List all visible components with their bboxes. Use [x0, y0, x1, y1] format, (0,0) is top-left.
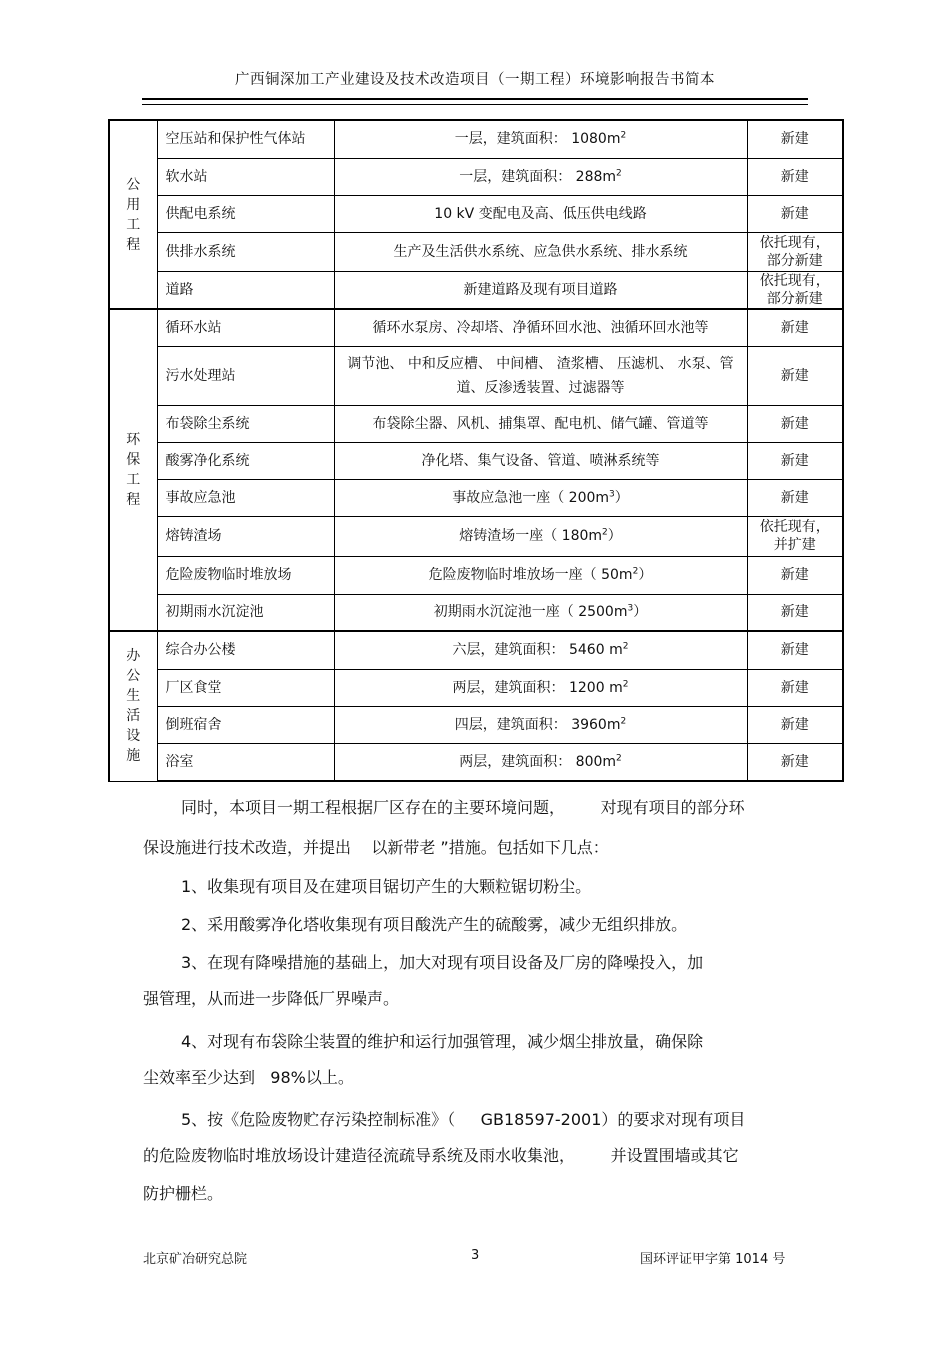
facility-spec: [334, 743, 747, 781]
facility-name: 酸雾净化系统: [157, 442, 334, 479]
table-row: [109, 516, 843, 556]
body-line: 5、按《危险废物贮存污染控制标准》（ GB18597-2001）的要求对现有项目: [181, 1110, 746, 1129]
facility-name: 倒班宿舍: [157, 706, 334, 743]
category-cell: [109, 309, 157, 631]
spec-unit-exponent: 3: [627, 603, 634, 614]
spec-text: 循环水泵房、冷却塔、净循环回水池、浊循环回水池等: [372, 319, 709, 336]
footer-certificate: 国环评证甲字第 1014 号: [640, 1252, 786, 1267]
category-cell: [109, 631, 157, 781]
spec-unit-exponent: 2: [602, 527, 608, 538]
facility-spec: [334, 232, 747, 271]
construction-status: 新建: [747, 669, 843, 706]
body-line: 尘效率至少达到 98%以上。: [143, 1068, 354, 1087]
spec-text: 初期雨水沉淀池一座（ 2500m: [433, 604, 628, 621]
facility-name: 软水站: [157, 158, 334, 195]
table-row: [109, 271, 843, 309]
category-label: 公用工程: [126, 176, 141, 253]
body-line: 2、采用酸雾净化塔收集现有项目酸洗产生的硫酸雾，减少无组织排放。: [181, 915, 688, 934]
facility-name: 道路: [157, 271, 334, 309]
spec-text: 两层，建筑面积： 1200 m: [452, 679, 623, 696]
facility-spec: [334, 442, 747, 479]
construction-status: 新建: [747, 195, 843, 232]
spec-unit-exponent: 2: [620, 130, 627, 141]
spec-text: 一层，建筑面积： 1080m: [454, 131, 621, 148]
spec-tail: ）: [614, 489, 629, 506]
construction-status: 依托现有，并扩建: [747, 516, 843, 556]
spec-unit-exponent: 2: [616, 167, 622, 178]
facility-name: 浴室: [157, 743, 334, 781]
facility-name: 事故应急池: [157, 479, 334, 516]
body-line: 的危险废物临时堆放场设计建造径流疏导系统及雨水收集池， 并设置围墙或其它: [143, 1146, 739, 1165]
facility-name: 危险废物临时堆放场: [157, 556, 334, 594]
facility-spec: [334, 594, 747, 631]
construction-status: 新建: [747, 158, 843, 195]
body-line: 同时，本项目一期工程根据厂区存在的主要环境问题， 对现有项目的部分环: [181, 798, 745, 817]
table-row: [109, 631, 843, 669]
table-row: [109, 309, 843, 346]
facility-spec: [334, 669, 747, 706]
table-row: [109, 232, 843, 271]
construction-status: 新建: [747, 442, 843, 479]
spec-tail: ）: [638, 567, 653, 583]
footer-institute: 北京矿冶研究总院: [143, 1252, 248, 1267]
spec-unit-exponent: 2: [620, 715, 627, 726]
facility-name: 厂区食堂: [157, 669, 334, 706]
table-row: [109, 743, 843, 781]
spec-text: 熔铸渣场一座（ 180m: [459, 528, 603, 544]
facility-spec: [334, 479, 747, 516]
footer-page-number: 3: [471, 1248, 480, 1263]
spec-unit-exponent: 2: [622, 641, 629, 652]
spec-text: 两层，建筑面积： 800m: [459, 753, 617, 770]
category-label: 环保工程: [126, 432, 141, 508]
facility-spec: [334, 346, 747, 405]
facility-name: 布袋除尘系统: [157, 405, 334, 442]
facility-name: 供配电系统: [157, 195, 334, 232]
body-line: 强管理，从而进一步降低厂界噪声。: [143, 989, 400, 1008]
construction-status: 新建: [747, 743, 843, 781]
facility-spec: [334, 405, 747, 442]
table-row: [109, 405, 843, 442]
spec-tail: ）: [633, 604, 648, 621]
facility-spec: [334, 516, 747, 556]
facility-spec: [334, 309, 747, 346]
spec-unit-exponent: 2: [622, 678, 629, 689]
spec-text: 六层，建筑面积： 5460 m: [452, 642, 623, 659]
facility-name: 熔铸渣场: [157, 516, 334, 556]
facility-spec: [334, 158, 747, 195]
body-line: 保设施进行技术改造，并提出 以新带老 ”措施。包括如下几点：: [143, 838, 609, 857]
table-row: [109, 556, 843, 594]
spec-text: 四层，建筑面积： 3960m: [454, 716, 621, 733]
spec-unit-exponent: 3: [609, 488, 615, 499]
table-row: [109, 706, 843, 743]
spec-text: 10 kV 变配电及高、低压供电线路: [434, 205, 647, 222]
header-rule-thin: [142, 104, 808, 105]
facility-name: 循环水站: [157, 309, 334, 346]
header-rule: [142, 98, 808, 100]
table-row: [109, 669, 843, 706]
construction-status: 新建: [747, 706, 843, 743]
table-row: [109, 479, 843, 516]
facility-spec: [334, 556, 747, 594]
construction-status: 依托现有，部分新建: [747, 232, 843, 271]
page-header-title: 广西铜深加工产业建设及技术改造项目（一期工程）环境影响报告书简本: [235, 72, 715, 88]
facility-spec: [334, 120, 747, 158]
body-line: 4、对现有布袋除尘装置的维护和运行加强管理，减少烟尘排放量，确保除: [181, 1032, 704, 1051]
facility-name: 空压站和保护性气体站: [157, 120, 334, 158]
construction-status: 新建: [747, 594, 843, 631]
spec-text: 一层，建筑面积： 288m: [459, 168, 617, 185]
body-line: 防护栅栏。: [143, 1184, 224, 1203]
construction-status: 新建: [747, 479, 843, 516]
category-label: 办公生活设施: [126, 648, 141, 765]
construction-status: 依托现有，部分新建: [747, 271, 843, 309]
spec-text: 布袋除尘器、风机、捕集罩、配电机、储气罐、管道等: [372, 415, 709, 432]
facility-spec: [334, 706, 747, 743]
project-composition-table: [108, 119, 844, 782]
construction-status: 新建: [747, 309, 843, 346]
table-row: [109, 594, 843, 631]
construction-status: 新建: [747, 120, 843, 158]
body-line: 3、在现有降噪措施的基础上，加大对现有项目设备及厂房的降噪投入，加: [181, 953, 704, 972]
spec-text: 生产及生活供水系统、应急供水系统、排水系统: [393, 243, 688, 260]
table-row: [109, 120, 843, 158]
construction-status: 新建: [747, 346, 843, 405]
table-row: [109, 195, 843, 232]
construction-status: 新建: [747, 631, 843, 669]
category-cell: [109, 120, 157, 309]
spec-text: 事故应急池一座（ 200m: [452, 489, 610, 506]
construction-status: 新建: [747, 405, 843, 442]
spec-text: 净化塔、集气设备、管道、喷淋系统等: [421, 452, 660, 469]
facility-name: 供排水系统: [157, 232, 334, 271]
spec-text: 新建道路及现有项目道路: [463, 281, 618, 298]
spec-text: 危险废物临时堆放场一座（ 50m: [428, 567, 633, 583]
construction-status: 新建: [747, 556, 843, 594]
table-row: [109, 442, 843, 479]
facility-spec: [334, 631, 747, 669]
spec-unit-exponent: 2: [632, 566, 639, 577]
body-line: 1、收集现有项目及在建项目锯切产生的大颗粒锯切粉尘。: [181, 877, 592, 896]
table-row: [109, 346, 843, 405]
facility-name: 综合办公楼: [157, 631, 334, 669]
spec-text: 调节池、 中和反应槽、 中间槽、 渣浆槽、 压滤机、 水泵、管道、反渗透装置、过滤器等: [347, 355, 734, 396]
spec-tail: ）: [607, 528, 622, 544]
facility-spec: [334, 195, 747, 232]
table-row: [109, 158, 843, 195]
facility-name: 初期雨水沉淀池: [157, 594, 334, 631]
facility-name: 污水处理站: [157, 346, 334, 405]
facility-spec: [334, 271, 747, 309]
spec-unit-exponent: 2: [616, 753, 622, 764]
